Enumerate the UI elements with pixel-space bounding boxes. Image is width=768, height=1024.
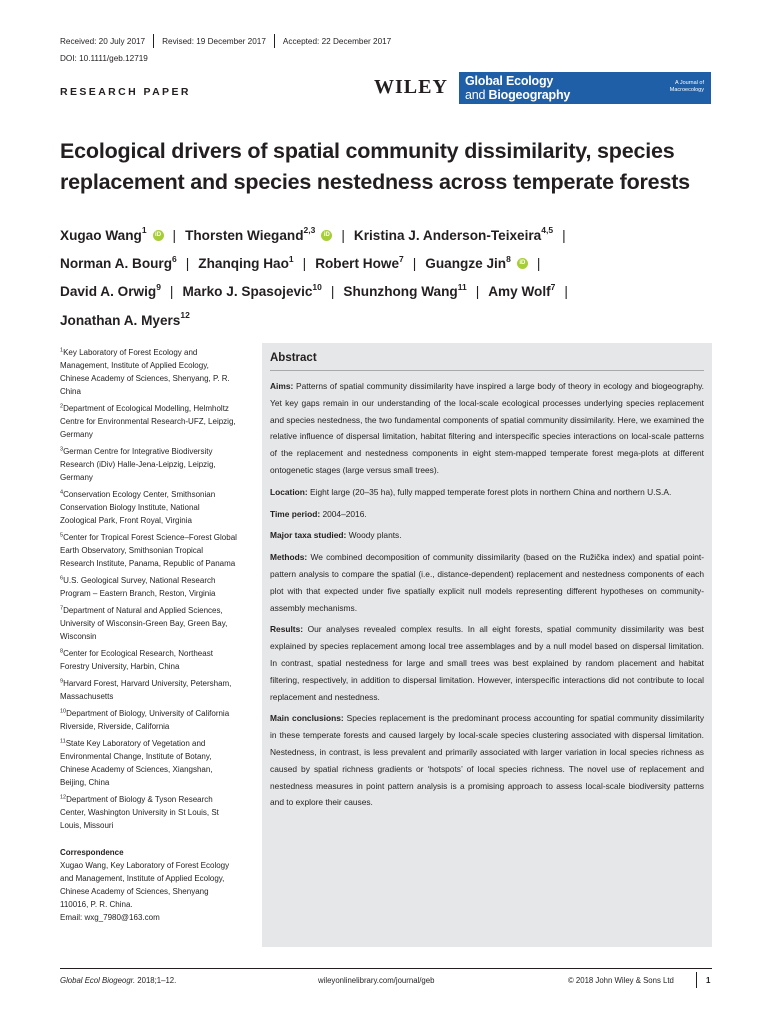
affiliation-superscript: 12 xyxy=(180,310,190,321)
article-dates xyxy=(60,34,391,48)
affiliation-item: $^3$German Centre for Integrative Biodiversity Research (iDiv) Halle-Jena-Leipzig, Leipzig, Germany xyxy=(60,446,216,482)
author-name[interactable]: Thorsten Wiegand$^{2,3}$ iD xyxy=(185,228,332,243)
affiliation-item: $^9$Harvard Forest, Harvard University, Petersham, Massachusetts xyxy=(60,678,232,701)
abstract-section-text: Eight large (20–35 ha), fully mapped temperate forest plots in northern China and northern U.S.A. xyxy=(310,486,672,497)
abstract-section-label: Major taxa studied: xyxy=(270,530,347,541)
abstract-section xyxy=(270,378,704,479)
footer-url[interactable]: wileyonlinelibrary.com/journal/geb xyxy=(318,976,435,985)
affiliation-item: $^6$U.S. Geological Survey, National Research Program – Eastern Branch, Reston, Virginia xyxy=(60,575,216,598)
footer-divider xyxy=(696,972,697,988)
author-name[interactable]: Marko J. Spasojevic$^{10}$ xyxy=(182,281,322,300)
affiliation-superscript: 6 xyxy=(172,253,177,264)
affiliation-item: $^{11}$State Key Laboratory of Vegetation and Environmental Change, Institute of Botany, Chinese Academy of Sciences, Xiangshan, Beijing, China xyxy=(60,738,213,787)
author-separator: | xyxy=(412,256,417,272)
affiliation-item: $^2$Department of Ecological Modelling, Helmholtz Centre for Environmental Research-UFZ, Leipzig, Germany xyxy=(60,403,236,439)
author-separator: | xyxy=(169,284,174,300)
author-name[interactable]: Zhanqing Hao$^1$ xyxy=(198,253,294,272)
received-date: Received: 20 July 2017 xyxy=(60,36,146,46)
abstract-section xyxy=(270,549,704,616)
journal-banner xyxy=(459,72,711,104)
journal-tagline: A Journal of Macroecology xyxy=(669,80,704,93)
affiliation-item: $^4$Conservation Ecology Center, Smithsonian Conservation Biology Institute, National Zoological Park, Front Royal, Virginia xyxy=(60,489,216,525)
journal-name-line2: and Biogeography xyxy=(465,88,571,102)
abstract-section-text: Our analyses revealed complex results. In all eight forests, spatial community dissimilarity was best explained by species replacement among local tree assemblages and by a null model based on dispersal limitation. In contrast, spatial nestedness for large and small trees was best explained by random placement and habitat filtering, respectively, in addition to dispersal limitation. However, interspecific interactions did not contribute to local replacement and nestedness. xyxy=(270,624,705,702)
author-separator: | xyxy=(562,228,566,243)
affiliation-superscript: 11 xyxy=(457,281,467,292)
abstract-section xyxy=(270,527,704,544)
correspondence xyxy=(60,846,238,924)
affiliation-item: $^8$Center for Ecological Research, Northeast Forestry University, Harbin, China xyxy=(60,648,213,671)
publisher-logo: WILEY xyxy=(374,76,448,98)
abstract-section-label: Results: xyxy=(270,624,304,635)
abstract-section-label: Main conclusions: xyxy=(270,713,344,724)
author-name[interactable]: Amy Wolf$^7$ xyxy=(488,281,556,300)
abstract-section xyxy=(270,484,704,501)
abstract-section-label: Aims: xyxy=(270,381,294,391)
abstract-section-text: Patterns of spatial community dissimilarity have inspired a large body of theory in ecology and biogeography. Yet key gaps remain in our understanding of the local-scale ecological processes underlying species replacement and species nestedness, the two fundamental components of spatial community dissimilarity. Here, we examined the relative influence of dispersal limitation, habitat filtering and interspecific species interactions on local-scale patterns of the replacement and nestedness components in eight stem-mapped temperate forest mega-plots at different ontogenetic stages (large versus small trees). xyxy=(270,381,705,475)
author-separator: | xyxy=(564,284,568,300)
divider xyxy=(274,34,275,48)
author-name[interactable]: Xugao Wang$^1$ iD xyxy=(60,228,164,243)
correspondence-text: Xugao Wang, Key Laboratory of Forest Ecology and Management, Institute of Applied Ecology, Chinese Academy of Sciences, Shenyang 110016, P. R. China. xyxy=(60,861,230,909)
affiliation-superscript: 8 xyxy=(506,253,511,264)
author-name[interactable]: Kristina J. Anderson-Teixeira$^{4,5}$ xyxy=(353,225,554,243)
affiliation-superscript: 9 xyxy=(156,281,161,292)
page-number: 1 xyxy=(706,976,711,985)
author-name[interactable]: David A. Orwig$^9$ xyxy=(60,281,161,300)
abstract-section xyxy=(270,710,704,811)
affiliation-item: $^7$Department of Natural and Applied Sciences, University of Wisconsin-Green Bay, Green Bay, Wisconsin xyxy=(60,605,228,641)
author-name[interactable]: Norman A. Bourg$^6$ xyxy=(60,253,177,272)
abstract-section xyxy=(270,506,704,523)
affiliation-item: $^{12}$Department of Biology & Tyson Research Center, Washington University in St Louis, St Louis, Missouri xyxy=(60,794,219,830)
author-separator: | xyxy=(302,256,307,272)
abstract-section-text: 2004–2016. xyxy=(322,508,367,519)
author-separator: | xyxy=(330,284,335,300)
abstract-section-label: Time period: xyxy=(270,508,321,519)
divider xyxy=(153,34,154,48)
author-name[interactable]: Jonathan A. Myers$^{12}$ xyxy=(60,310,190,328)
author-separator: | xyxy=(172,228,177,243)
journal-name-line1: Global Ecology xyxy=(465,74,554,88)
affiliation-superscript: 2,3 xyxy=(303,225,316,236)
affiliation-superscript: 7 xyxy=(399,253,404,264)
orcid-icon[interactable]: iD xyxy=(153,230,164,241)
author-separator: | xyxy=(185,256,190,272)
affiliation-item: $^5$Center for Tropical Forest Science–Forest Global Earth Observatory, Smithsonian Tropical Research Institute, Panama, Republic of Panama xyxy=(60,532,237,568)
author-name[interactable]: Guangze Jin$^8$ iD xyxy=(425,256,528,271)
affiliations xyxy=(60,346,238,924)
orcid-icon[interactable]: iD xyxy=(321,230,332,241)
doi[interactable]: DOI: 10.1111/geb.12719 xyxy=(60,54,148,63)
affiliation-superscript: 7 xyxy=(550,281,556,292)
affiliation-superscript: 10 xyxy=(312,281,322,292)
article-type-label: RESEARCH PAPER xyxy=(60,86,191,98)
footer-rule xyxy=(60,968,712,969)
journal-name xyxy=(465,74,570,102)
correspondence-label: Correspondence xyxy=(60,848,124,857)
footer-copyright: © 2018 John Wiley & Sons Ltd xyxy=(568,976,674,985)
author-list xyxy=(60,222,720,335)
affiliation-superscript: 1 xyxy=(288,253,294,264)
abstract-section-label: Methods: xyxy=(270,552,308,563)
accepted-date: Accepted: 22 December 2017 xyxy=(282,36,392,46)
correspondence-email[interactable]: Email: wxg_7980@163.com xyxy=(60,913,160,922)
author-name[interactable]: Robert Howe$^7$ xyxy=(315,253,404,272)
abstract-section-text: We combined decomposition of community dissimilarity (based on the Ružička index) and spatial point-pattern analysis to compare the spatial (i.e., distance-dependent) replacement and nestedness components of each plot with that expected under five spatially explicit null models representing different hypotheses on community-assembly mechanisms. xyxy=(270,552,704,613)
revised-date: Revised: 19 December 2017 xyxy=(162,36,266,46)
abstract-panel xyxy=(262,343,712,947)
author-separator: | xyxy=(475,284,480,300)
footer-citation: Global Ecol Biogeogr. 2018;1–12. xyxy=(60,976,177,985)
article-title: Ecological drivers of spatial community dissimilarity, species replacement and species nestedness across temperate forests xyxy=(60,139,690,194)
orcid-icon[interactable]: iD xyxy=(517,258,528,269)
affiliation-item: $^1$Key Laboratory of Forest Ecology and Management, Institute of Applied Ecology, Chinese Academy of Sciences, Shenyang, P. R. China xyxy=(60,347,230,396)
abstract-section-label: Location: xyxy=(270,486,308,497)
affiliation-item: $^{10}$Department of Biology, University of California Riverside, Riverside, California xyxy=(60,708,230,731)
affiliation-superscript: 1 xyxy=(141,225,147,236)
abstract-section-text: Woody plants. xyxy=(348,530,402,541)
author-name[interactable]: Shunzhong Wang$^{11}$ xyxy=(343,281,467,300)
abstract-section xyxy=(270,621,704,705)
abstract-heading: Abstract xyxy=(270,352,704,371)
author-separator: | xyxy=(536,256,541,272)
affiliation-superscript: 4,5 xyxy=(541,225,554,236)
author-separator: | xyxy=(341,228,345,243)
abstract-section-text: Species replacement is the predominant process accounting for spatial community dissimilarity in these temperate forests and caused largely by local-scale species clustering associated with dispersal limitation. Nestedness, in contrast, is less prevalent and primarily associated with larger variation in local species richness as caused by spatial richness gradients or ‘hotspots’ of local species richness. The novel use of replacement and nestedness measures in point pattern analysis is a promising approach to assess local-scale biodiversity patterns and to explore their causes. xyxy=(270,713,705,808)
